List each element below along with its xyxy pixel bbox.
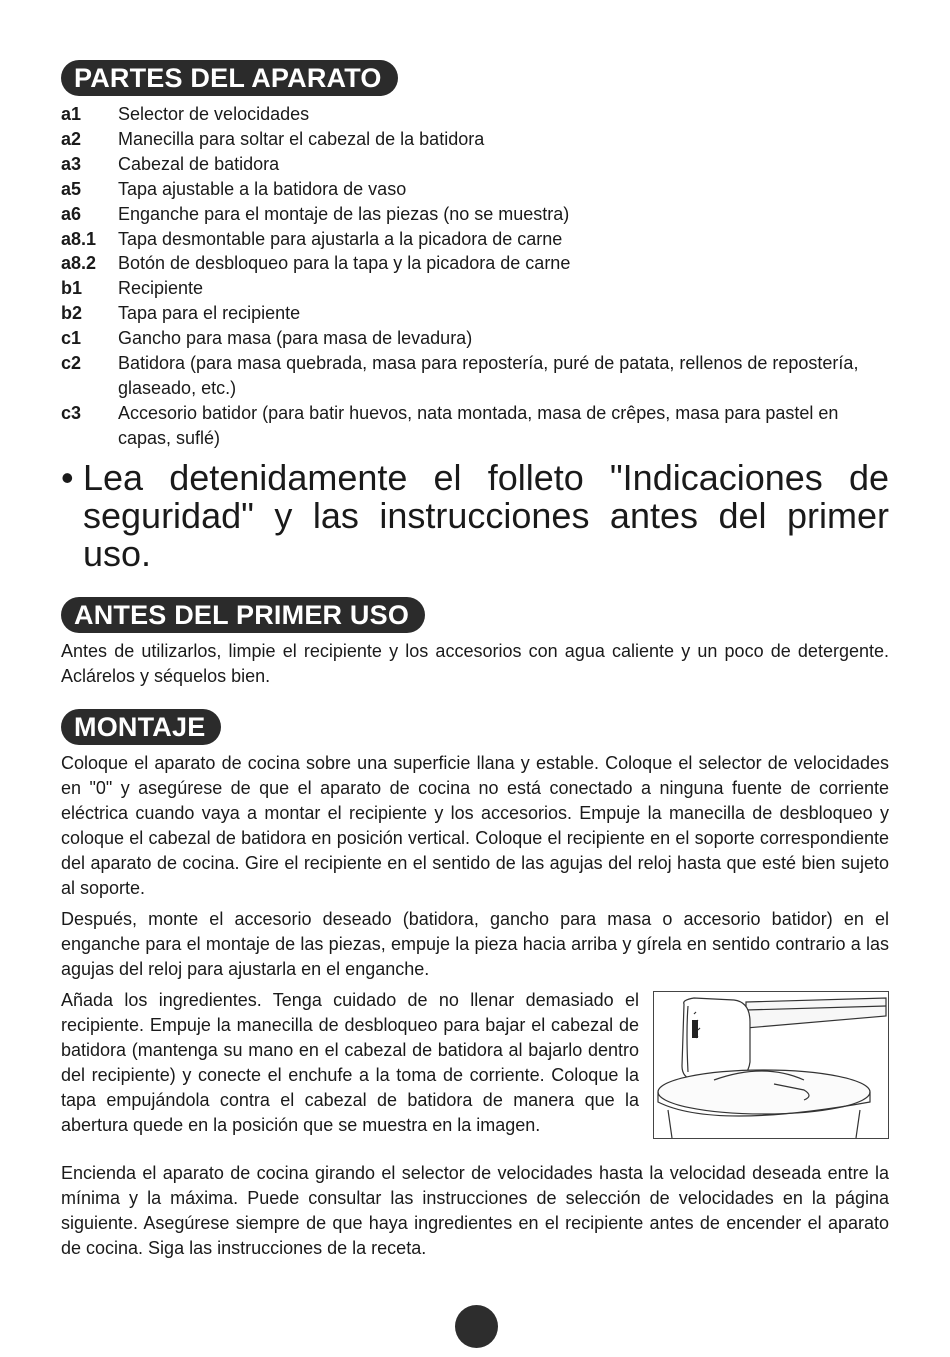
list-item (61, 152, 889, 177)
mixer-illustration-icon (654, 992, 888, 1138)
parts-section-title: PARTES DEL APARATO (61, 60, 398, 96)
part-code: a8.2 (61, 253, 97, 274)
part-description: Cabezal de batidora (118, 153, 280, 174)
list-item (61, 127, 889, 152)
part-description: Tapa desmontable para ajustarla a la picadora de carne (118, 228, 563, 249)
part-code: c1 (61, 328, 82, 349)
list-item (61, 351, 889, 401)
assembly-paragraph-1: Coloque el aparato de cocina sobre una superficie llana y estable. Coloque el selector de velocidades en "0" y asegúrese de que el aparato de cocina no está conectado a ninguna fuente de corriente eléctrica cuando vaya a montar el recipiente y los accesorios. Empuje la manecilla de desbloqueo y coloque el cabezal de batidora en posición vertical. Coloque el recipiente en el soporte correspondiente del aparato de cocina. Gire el recipiente en el sentido de las agujas del reloj hasta que esté bien sujeto al soporte. (61, 752, 889, 898)
list-item (61, 227, 889, 252)
part-code: c3 (61, 402, 82, 423)
part-description: Selector de velocidades (118, 104, 310, 124)
list-item (61, 326, 889, 351)
page-marker (455, 1305, 498, 1348)
list-item (61, 251, 889, 276)
part-code: b2 (61, 303, 83, 324)
assembly-paragraph-2: Después, monte el accesorio deseado (batidora, gancho para masa o accesorio batidor) en el enganche para el montaje de las piezas, empuje la pieza hacia arriba y gírela en sentido contrario a las agujas del reloj para ajustarla en el enganche. (61, 908, 889, 979)
part-code: a1 (61, 104, 82, 124)
part-description: Botón de desbloqueo para la tapa y la picadora de carne (118, 253, 571, 274)
part-description: Gancho para masa (para masa de levadura) (118, 328, 473, 349)
assembly-title: MONTAJE (61, 709, 221, 745)
bullet-icon: • (61, 456, 74, 498)
safety-warning-text: Lea detenidamente el folleto "Indicaciones de seguridad" y las instrucciones antes del primer uso. (83, 456, 889, 574)
part-code: b1 (61, 278, 83, 299)
assembly-with-figure (61, 988, 889, 1139)
safety-warning (61, 456, 889, 574)
mixer-lid-illustration (653, 991, 889, 1139)
part-description: Accesorio batidor (para batir huevos, nata montada, masa de crêpes, masa para pastel en capas, suflé) (118, 402, 839, 448)
list-item (61, 276, 889, 301)
parts-list (61, 102, 889, 451)
part-description: Recipiente (118, 278, 204, 299)
list-item (61, 301, 889, 326)
assembly-paragraph-4: Encienda el aparato de cocina girando el selector de velocidades hasta la velocidad deseada entre la mínima y la máxima. Puede consultar las instrucciones de selección de velocidades en la página siguiente. Asegúrese siempre de que haya ingredientes en el recipiente antes de encender el aparato de cocina. Siga las instrucciones de la receta. (61, 1162, 889, 1258)
list-item (61, 401, 889, 451)
part-code: c2 (61, 353, 82, 374)
part-code: a6 (61, 203, 82, 224)
part-description: Enganche para el montaje de las piezas (no se muestra) (118, 203, 570, 224)
part-description: Tapa para el recipiente (118, 303, 301, 324)
document-page (61, 60, 889, 1261)
list-item (61, 177, 889, 202)
part-code: a3 (61, 153, 82, 174)
part-description: Batidora (para masa quebrada, masa para repostería, puré de patata, rellenos de repostería, glaseado, etc.) (118, 353, 859, 398)
before-first-use-title: ANTES DEL PRIMER USO (61, 597, 425, 633)
list-item (61, 202, 889, 227)
part-code: a8.1 (61, 228, 97, 249)
part-code: a2 (61, 128, 82, 149)
part-description: Tapa ajustable a la batidora de vaso (118, 178, 407, 199)
list-item (61, 102, 889, 127)
part-description: Manecilla para soltar el cabezal de la batidora (118, 128, 485, 149)
before-first-use-text: Antes de utilizarlos, limpie el recipiente y los accesorios con agua caliente y un poco de detergente. Aclárelos y séquelos bien. (61, 640, 889, 686)
assembly-paragraph-3: Añada los ingredientes. Tenga cuidado de no llenar demasiado el recipiente. Empuje la manecilla de desbloqueo para bajar el cabezal de batidora (mantenga su mano en el cabezal de batidora al bajarlo dentro del recipiente) y conecte el enchufe a la toma de corriente. Coloque la tapa empujándola contra el cabezal de batidora de manera que la abertura quede en la posición que se muestra en la imagen. (61, 989, 639, 1135)
part-code: a5 (61, 178, 82, 199)
